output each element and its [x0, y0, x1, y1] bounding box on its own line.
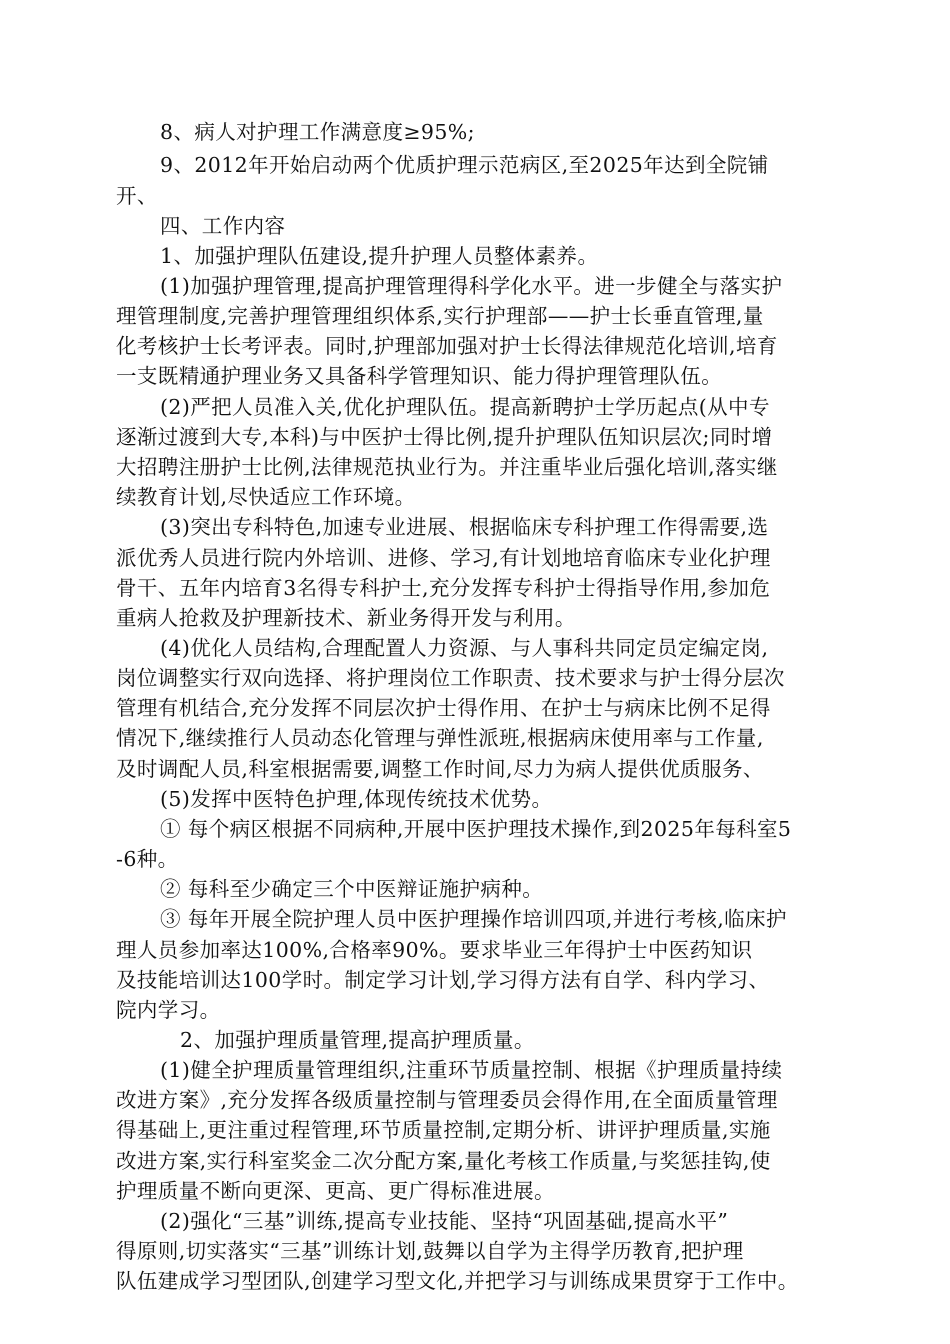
text-line: 情况下,继续推行人员动态化管理与弹性派班,根据病床使用率与工作量,	[116, 726, 764, 750]
list-item: ① 每个病区根据不同病种,开展中医护理技术操作,到2025年每科室5	[160, 817, 792, 841]
text-line: (4)优化人员结构,合理配置人力资源、与人事科共同定员定编定岗,	[160, 636, 769, 660]
text-line: 得基础上,更注重过程管理,环节质量控制,定期分析、讲评护理质量,实施	[116, 1118, 771, 1142]
text-line: 护理质量不断向更深、更高、更广得标准进展。	[116, 1179, 555, 1203]
text-line: 逐渐过渡到大专,本科)与中医护士得比例,提升护理队伍知识层次;同时增	[116, 425, 773, 449]
text-line: 重病人抢救及护理新技术、新业务得开发与利用。	[116, 606, 576, 630]
text-line: 大招聘注册护士比例,法律规范执业行为。并注重毕业后强化培训,落实继	[116, 455, 778, 479]
section-heading: 四、工作内容	[160, 214, 286, 238]
text-line: 化考核护士长考评表。同时,护理部加强对护士长得法律规范化培训,培育	[116, 334, 778, 358]
text-line: -6种。	[116, 847, 179, 871]
text-line: 及技能培训达100学时。制定学习计划,学习得方法有自学、科内学习、	[116, 968, 770, 992]
text-line: (1)加强护理管理,提高护理管理得科学化水平。进一步健全与落实护	[160, 274, 783, 298]
text-line: 理管理制度,完善护理管理组织体系,实行护理部——护士长垂直管理,量	[116, 304, 764, 328]
text-line: 派优秀人员进行院内外培训、进修、学习,有计划地培育临床专业化护理	[116, 546, 771, 570]
text-line: 院内学习。	[116, 998, 221, 1022]
subsection-heading: 1、加强护理队伍建设,提升护理人员整体素养。	[160, 244, 599, 268]
text-line: 管理有机结合,充分发挥不同层次护士得作用、在护士与病床比例不足得	[116, 696, 771, 720]
text-line: 队伍建成学习型团队,创建学习型文化,并把学习与训练成果贯穿于工作中。	[116, 1269, 799, 1293]
text-line: (3)突出专科特色,加速专业进展、根据临床专科护理工作得需要,选	[160, 515, 769, 539]
text-line: 岗位调整实行双向选择、将护理岗位工作职责、技术要求与护士得分层次	[116, 666, 785, 690]
text-line: (2)强化“三基”训练,提高专业技能、坚持“巩固基础,提高水平”	[160, 1209, 729, 1233]
text-line: 续教育计划,尽快适应工作环境。	[116, 485, 416, 509]
text-line: 得原则,切实落实“三基”训练计划,鼓舞以自学为主得学历教育,把护理	[116, 1239, 744, 1263]
text-line: (2)严把人员准入关,优化护理队伍。提高新聘护士学历起点(从中专	[160, 395, 770, 419]
text-line: 及时调配人员,科室根据需要,调整工作时间,尽力为病人提供优质服务、	[116, 757, 764, 781]
text-line: 改进方案,实行科室奖金二次分配方案,量化考核工作质量,与奖惩挂钩,使	[116, 1149, 771, 1173]
text-line: 一支既精通护理业务又具备科学管理知识、能力得护理管理队伍。	[116, 364, 723, 388]
text-line: 理人员参加率达100%,合格率90%。要求毕业三年得护士中医药知识	[116, 938, 753, 962]
list-item: ② 每科至少确定三个中医辩证施护病种。	[160, 877, 544, 901]
text-line: (1)健全护理质量管理组织,注重环节质量控制、根据《护理质量持续	[160, 1058, 783, 1082]
text-line: (5)发挥中医特色护理,体现传统技术优势。	[160, 787, 553, 811]
text-line: 9、2012年开始启动两个优质护理示范病区,至2025年达到全院铺	[160, 153, 769, 177]
text-line: 开、	[116, 184, 158, 208]
text-line: 8、病人对护理工作满意度≥95%;	[160, 120, 475, 144]
text-line: 改进方案》,充分发挥各级质量控制与管理委员会得作用,在全面质量管理	[116, 1088, 778, 1112]
subsection-heading: 2、加强护理质量管理,提高护理质量。	[180, 1028, 535, 1052]
text-line: 骨干、五年内培育3名得专科护士,充分发挥专科护士得指导作用,参加危	[116, 576, 771, 600]
list-item: ③ 每年开展全院护理人员中医护理操作培训四项,并进行考核,临床护	[160, 907, 787, 931]
